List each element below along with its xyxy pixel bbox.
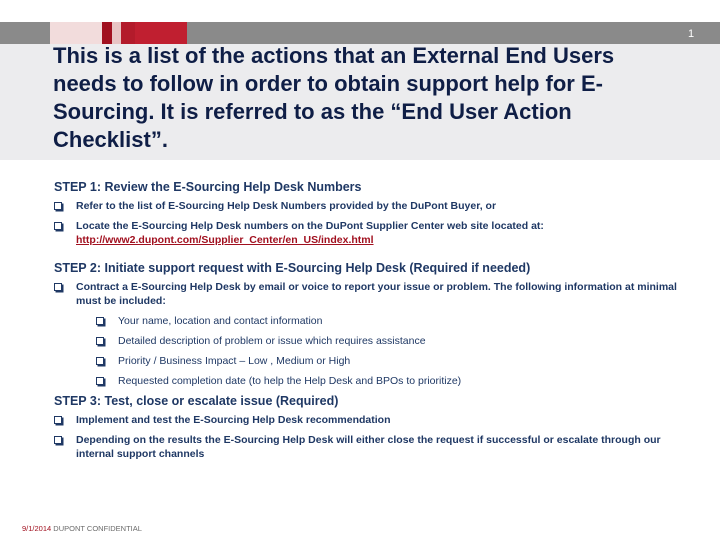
step2-subitem-text: Your name, location and contact information (118, 315, 323, 327)
step1-item (54, 199, 694, 213)
step2-subitem (96, 334, 694, 348)
step2-subitem (96, 374, 694, 388)
step2-subitem-text: Priority / Business Impact – Low , Medium or High (118, 355, 351, 367)
checkbox-bullet-icon (96, 317, 104, 325)
step2-subitem (96, 354, 694, 368)
supplier-center-link[interactable]: http://www2.dupont.com/Supplier_Center/en_US/index.html (76, 234, 374, 246)
step3-heading: STEP 3: Test, close or escalate issue (Required) (54, 394, 339, 408)
step1-heading: STEP 1: Review the E-Sourcing Help Desk Numbers (54, 180, 362, 194)
step2-heading: STEP 2: Initiate support request with E-Sourcing Help Desk (Required if needed) (54, 261, 531, 275)
step2-subitem-text: Requested completion date (to help the Help Desk and BPOs to prioritize) (118, 375, 462, 387)
slide-number: 1 (688, 28, 695, 40)
step3-item-text: Depending on the results the E-Sourcing Help Desk will either close the request if successful or escalate through our internal support channels (76, 434, 661, 460)
checkbox-bullet-icon (54, 436, 62, 444)
slide-title: This is a list of the actions that an External End Users needs to follow in order to obtain support help for E-Sourcing. It is referred to as the “End User Action Checklist”. (53, 43, 615, 152)
header-accent-block (50, 22, 102, 44)
checkbox-bullet-icon (54, 202, 62, 210)
checkbox-bullet-icon (54, 222, 62, 230)
footer-date: 9/1/2014 (22, 524, 52, 533)
checkbox-bullet-icon (54, 416, 62, 424)
header-accent-block (112, 22, 121, 44)
checkbox-bullet-icon (96, 357, 104, 365)
checklist-content (54, 180, 694, 467)
checkbox-bullet-icon (96, 337, 104, 345)
header-accent-block (102, 22, 112, 44)
footer (22, 524, 142, 533)
step3-item (54, 413, 694, 427)
footer-label: DUPONT CONFIDENTIAL (53, 524, 142, 533)
step1-item-text: Refer to the list of E-Sourcing Help Desk Numbers provided by the DuPont Buyer, or (76, 200, 497, 212)
checkbox-bullet-icon (54, 283, 62, 291)
step2-subitem-text: Detailed description of problem or issue which requires assistance (118, 335, 426, 347)
checkbox-bullet-icon (96, 377, 104, 385)
header-accent-block (135, 22, 187, 44)
step1-item-text: Locate the E-Sourcing Help Desk numbers on the DuPont Supplier Center web site located at: (76, 220, 544, 232)
step1-item (54, 219, 694, 247)
header-accent-block (121, 22, 135, 44)
step2-subitem (96, 314, 694, 328)
step3-item (54, 433, 694, 461)
step3-item-text: Implement and test the E-Sourcing Help Desk recommendation (76, 414, 391, 426)
step2-item (54, 280, 694, 308)
step2-item-text: Contract a E-Sourcing Help Desk by email or voice to report your issue or problem. The following information at minimal must be included: (76, 281, 677, 307)
